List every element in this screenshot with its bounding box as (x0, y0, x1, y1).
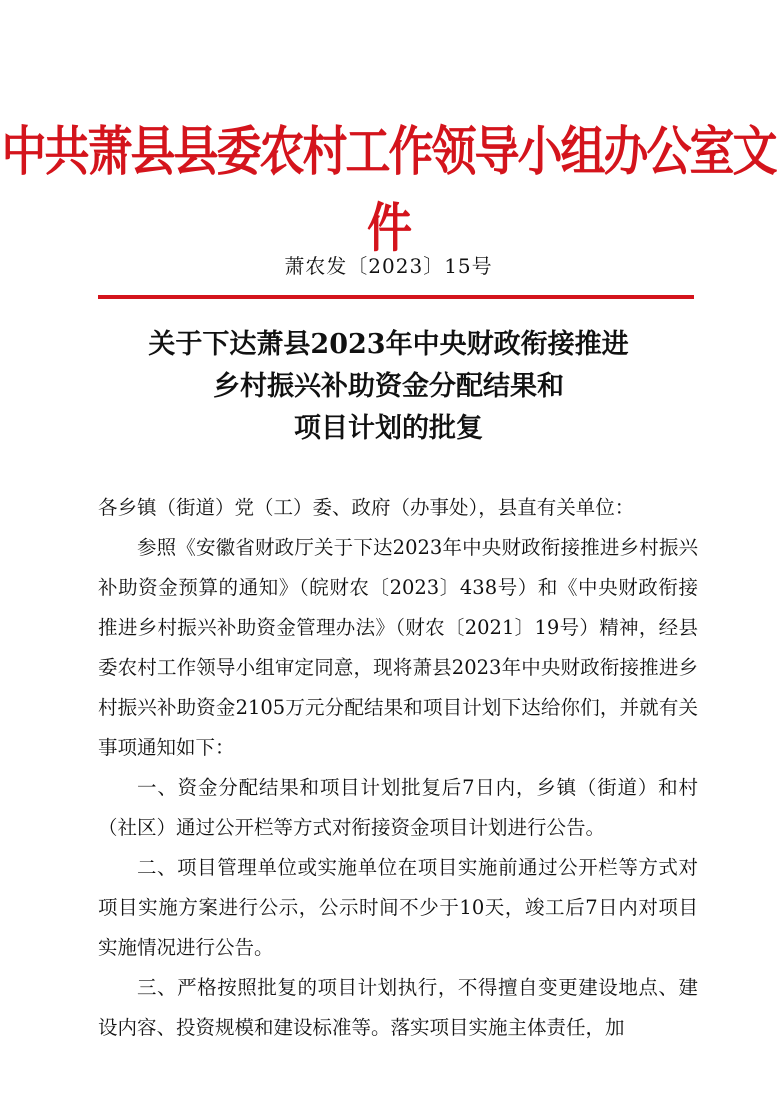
document-body (98, 488, 698, 1048)
title-line: 关于下达萧县2023年中央财政衔接推进 (148, 329, 629, 360)
body-paragraph: 三、严格按照批复的项目计划执行，不得擅自变更建设地点、建设内容、投资规模和建设标准等。落实项目实施主体责任，加 (98, 976, 698, 1039)
red-separator-line (98, 295, 694, 299)
addressee-line: 各乡镇（街道）党（工）委、政府（办事处），县直有关单位： (98, 496, 635, 519)
title-line: 项目计划的批复 (294, 413, 483, 444)
body-paragraph: 二、项目管理单位或实施单位在项目实施前通过公开栏等方式对项目实施方案进行公示，公示时间不少于10天，竣工后7日内对项目实施情况进行公告。 (98, 856, 698, 959)
document-title (0, 324, 777, 450)
document-number: 萧农发〔2023〕15号 (284, 254, 493, 278)
body-paragraph: 参照《安徽省财政厅关于下达2023年中央财政衔接推进乡村振兴补助资金预算的通知》（皖财农〔2023〕438号）和《中央财政衔接推进乡村振兴补助资金管理办法》（财农〔2021〕19号）精神，经县委农村工作领导小组审定同意，现将萧县2023年中央财政衔接推进乡村振兴补助资金2105万元分配结果和项目计划下达给你们，并就有关事项通知如下： (98, 536, 698, 759)
title-line: 乡村振兴补助资金分配结果和 (213, 371, 564, 402)
issuer-header-title: 中共萧县县委农村工作领导小组办公室文件 (1, 119, 776, 260)
body-paragraph: 一、资金分配结果和项目计划批复后7日内，乡镇（街道）和村（社区）通过公开栏等方式对衔接资金项目计划进行公告。 (98, 776, 698, 839)
